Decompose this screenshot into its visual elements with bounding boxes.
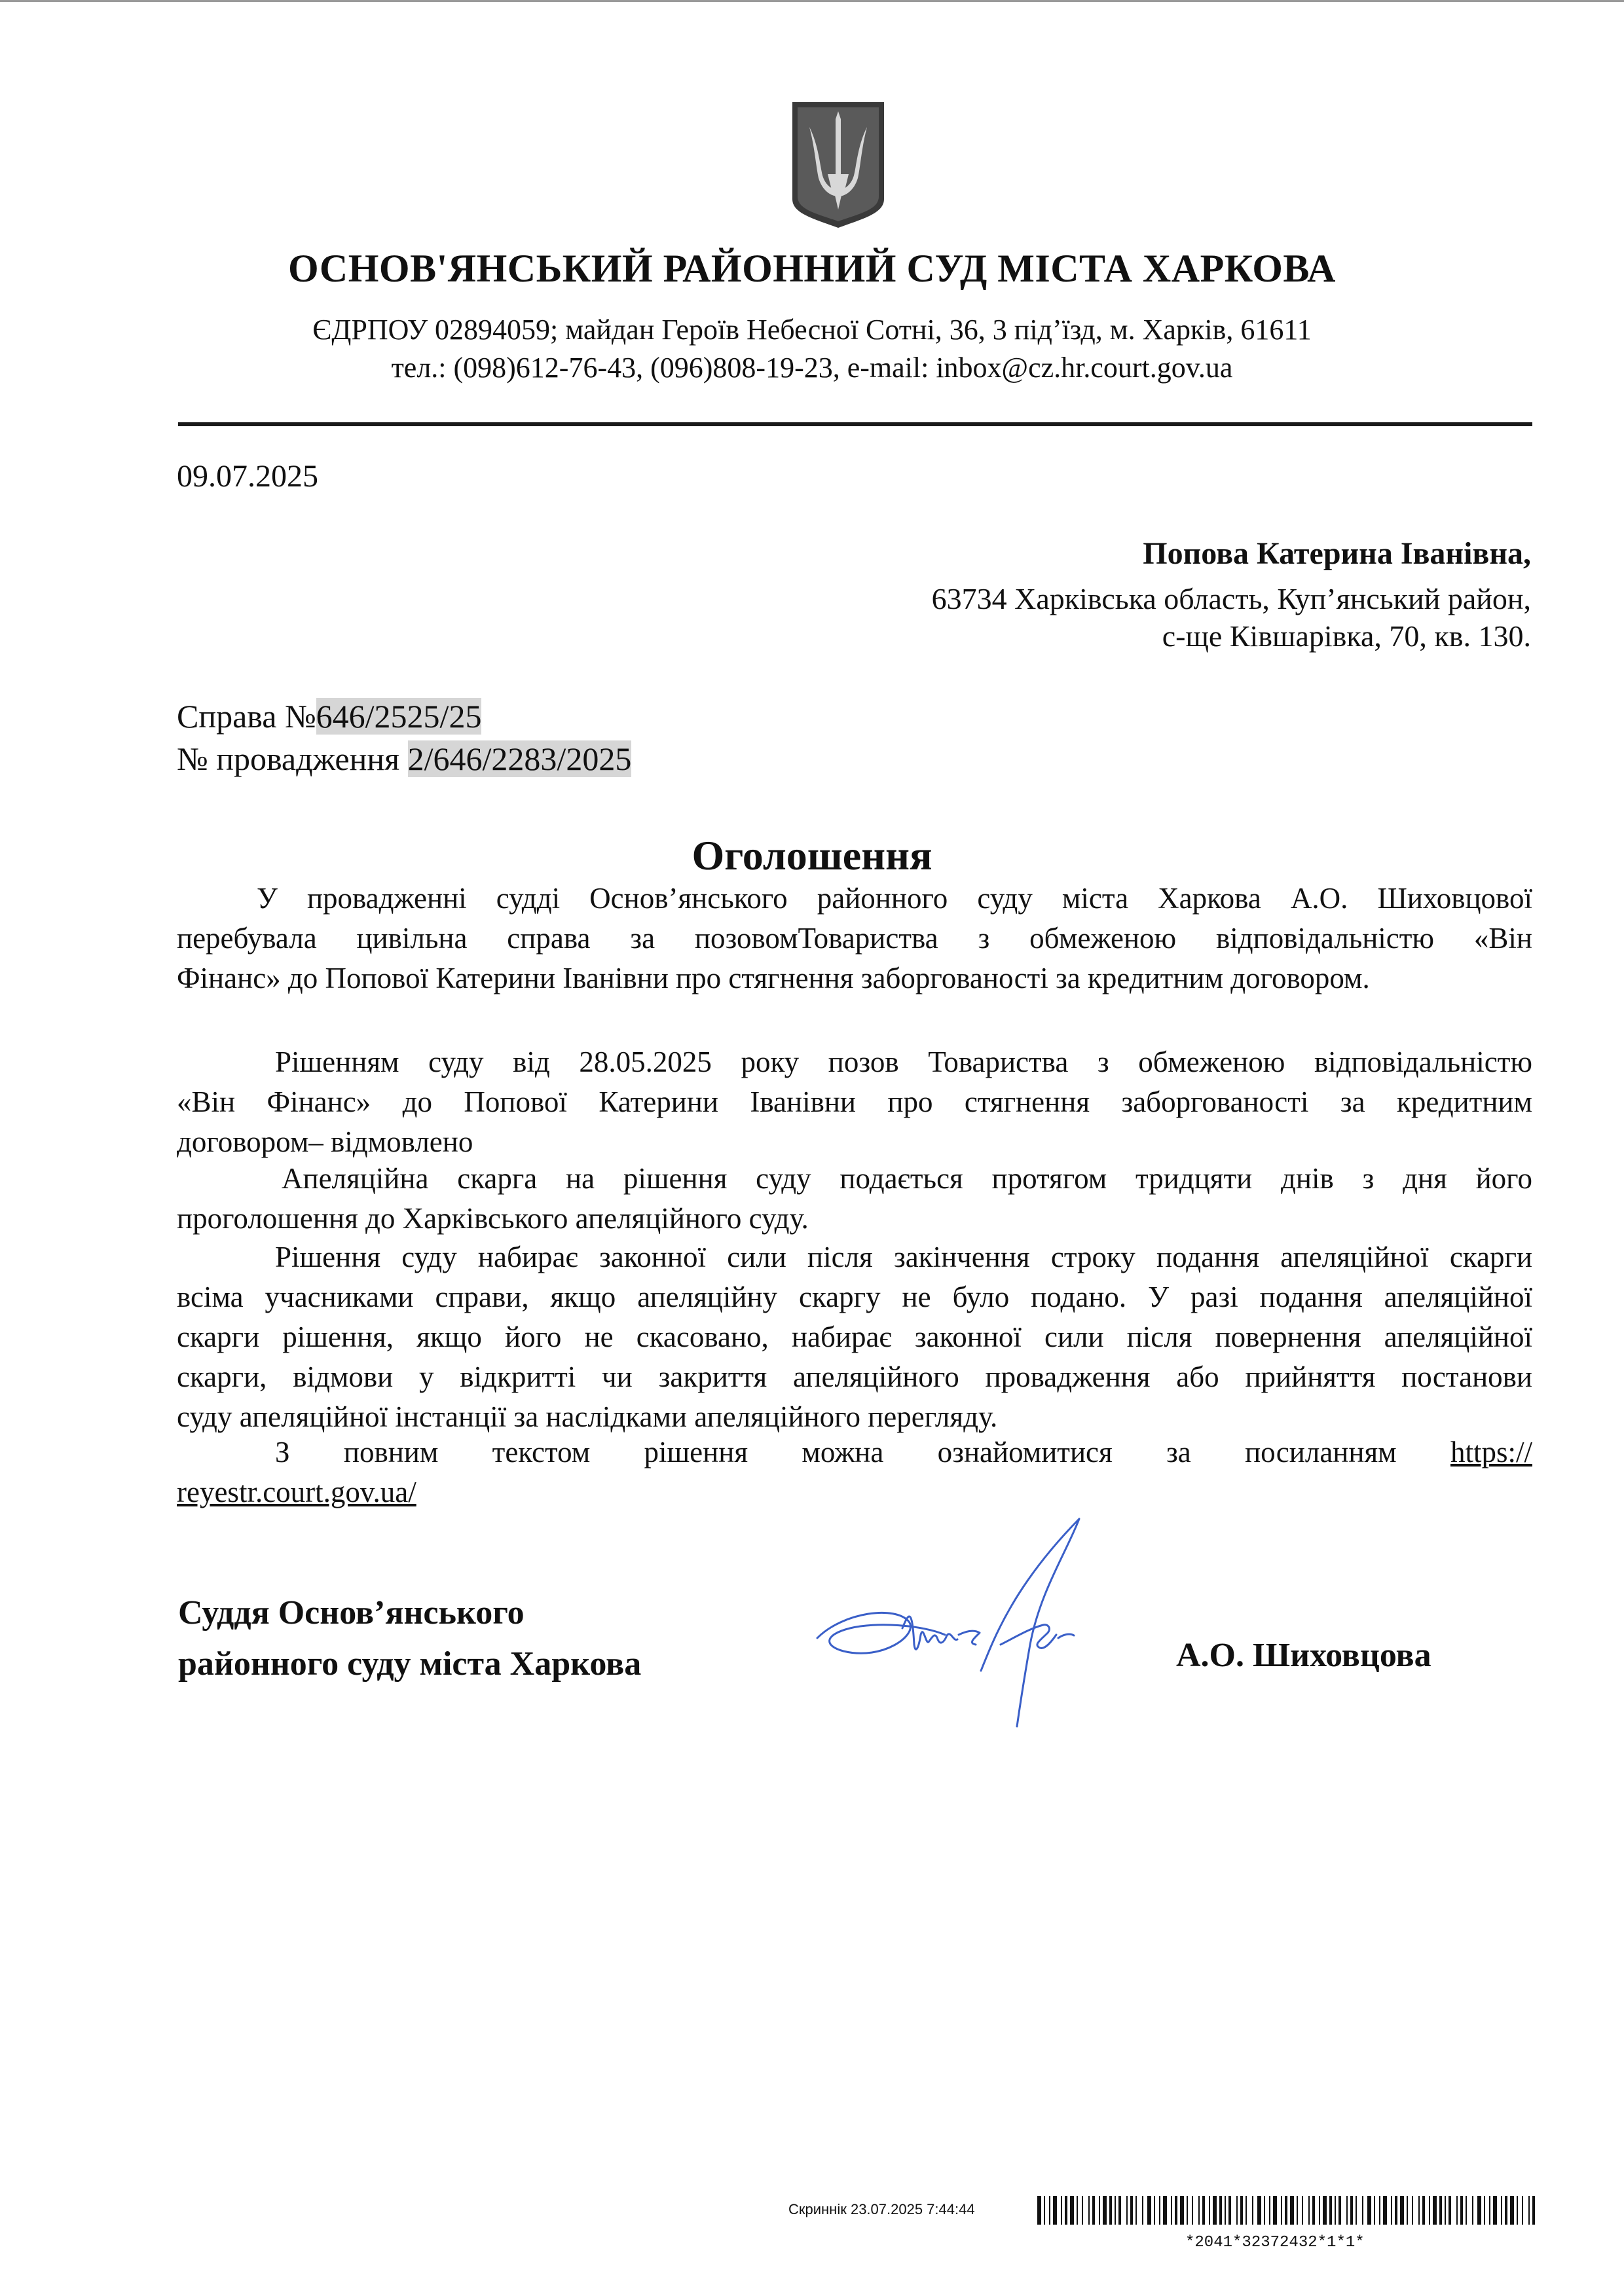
proceeding-number: 2/646/2283/2025 — [407, 740, 632, 777]
barcode-number: *2041*32372432*1*1* — [1185, 2234, 1365, 2251]
case-number-line — [177, 697, 481, 735]
paragraph-5 — [177, 1432, 1532, 1512]
court-contacts: тел.: (098)612-76-43, (096)808-19-23, e-mail: inbox@cz.hr.court.gov.ua — [391, 352, 1233, 384]
case-number: 646/2525/25 — [316, 698, 482, 735]
registration-stamp: Скриннік 23.07.2025 7:44:44 — [788, 2201, 975, 2217]
barcode — [1036, 2196, 1540, 2225]
announcement-title: Оголошення — [692, 832, 932, 879]
paragraph-2-line-1: Рішенням суду від 28.05.2025 року позов Товариства з обмеженою відповідальністю — [275, 1046, 1532, 1078]
judge-title — [178, 1588, 641, 1690]
header-divider — [178, 422, 1532, 426]
recipient-address-line2: с-ще Ківшарівка, 70, кв. 130. — [1162, 619, 1531, 653]
proceeding-label: № провадження — [177, 740, 408, 777]
paragraph-3-line-1: Апеляційна скарга на рішення суду подається протягом тридцяти днів з дня його — [282, 1162, 1532, 1195]
scan-top-edge — [0, 0, 1624, 2]
paragraph-4 — [177, 1237, 1532, 1437]
paragraph-3 — [177, 1159, 1532, 1239]
judge-name: А.О. Шиховцова — [1176, 1637, 1431, 1674]
paragraph-2-line-2: «Він Фінанс» до Попової Катерини Іванівни про стягнення заборгованості за кредитним — [177, 1085, 1532, 1118]
handwritten-signature — [804, 1514, 1099, 1730]
paragraph-4-line-3: скарги рішення, якщо його не скасовано, набирає законної сили після повернення апеляційної — [177, 1321, 1532, 1353]
judge-title-line1: Суддя Основ’янського — [178, 1594, 525, 1631]
paragraph-1-line-1: У провадженні судді Основ’янського районного суду міста Харкова А.О. Шиховцової — [257, 882, 1532, 915]
paragraph-3-line-2: проголошення до Харківського апеляційного суду. — [177, 1202, 809, 1235]
registry-link-part1[interactable]: https:// — [1450, 1436, 1532, 1468]
recipient-address-line1: 63734 Харківська область, Куп’янський район, — [931, 582, 1531, 615]
paragraph-5-line-2 — [177, 1472, 1532, 1512]
proceeding-number-line — [177, 740, 631, 778]
court-name: ОСНОВ'ЯНСЬКИЙ РАЙОННИЙ СУД МІСТА ХАРКОВА — [288, 247, 1336, 290]
paragraph-1-line-3: Фінанс» до Попової Катерини Іванівни про стягнення заборгованості за кредитним договором. — [177, 962, 1370, 994]
paragraph-1-line-2: перебувала цивільна справа за позовомТовариства з обмеженою відповідальністю «Він — [177, 922, 1532, 955]
paragraph-5-line-1 — [177, 1432, 1532, 1472]
trident-icon — [790, 101, 887, 229]
paragraph-4-line-5: суду апеляційної інстанції за наслідками апеляційного перегляду. — [177, 1400, 998, 1433]
case-label: Справа № — [177, 698, 316, 735]
paragraph-5-text: З повним текстом рішення можна ознайомитися за посиланням — [275, 1436, 1397, 1468]
paragraph-4-line-1: Рішення суду набирає законної сили після закінчення строку подання апеляційної скарги — [275, 1241, 1532, 1273]
paragraph-4-line-2: всіма учасниками справи, якщо апеляційну скаргу не було подано. У разі подання апеляційної — [177, 1281, 1532, 1313]
registry-link-part2[interactable]: reyestr.court.gov.ua/ — [177, 1476, 416, 1508]
document-date: 09.07.2025 — [177, 459, 318, 494]
paragraph-1 — [177, 879, 1532, 998]
paragraph-2-line-3: договором– відмовлено — [177, 1125, 473, 1158]
paragraph-4-line-4: скарги, відмови у відкритті чи закриття апеляційного провадження або прийняття постанови — [177, 1360, 1532, 1393]
judge-title-line2: районного суду міста Харкова — [178, 1645, 642, 1683]
court-address: ЄДРПОУ 02894059; майдан Героїв Небесної Сотні, 36, 3 під’їзд, м. Харків, 61611 — [312, 314, 1312, 346]
paragraph-2 — [177, 1042, 1532, 1162]
recipient-name: Попова Катерина Іванівна, — [1143, 536, 1531, 571]
